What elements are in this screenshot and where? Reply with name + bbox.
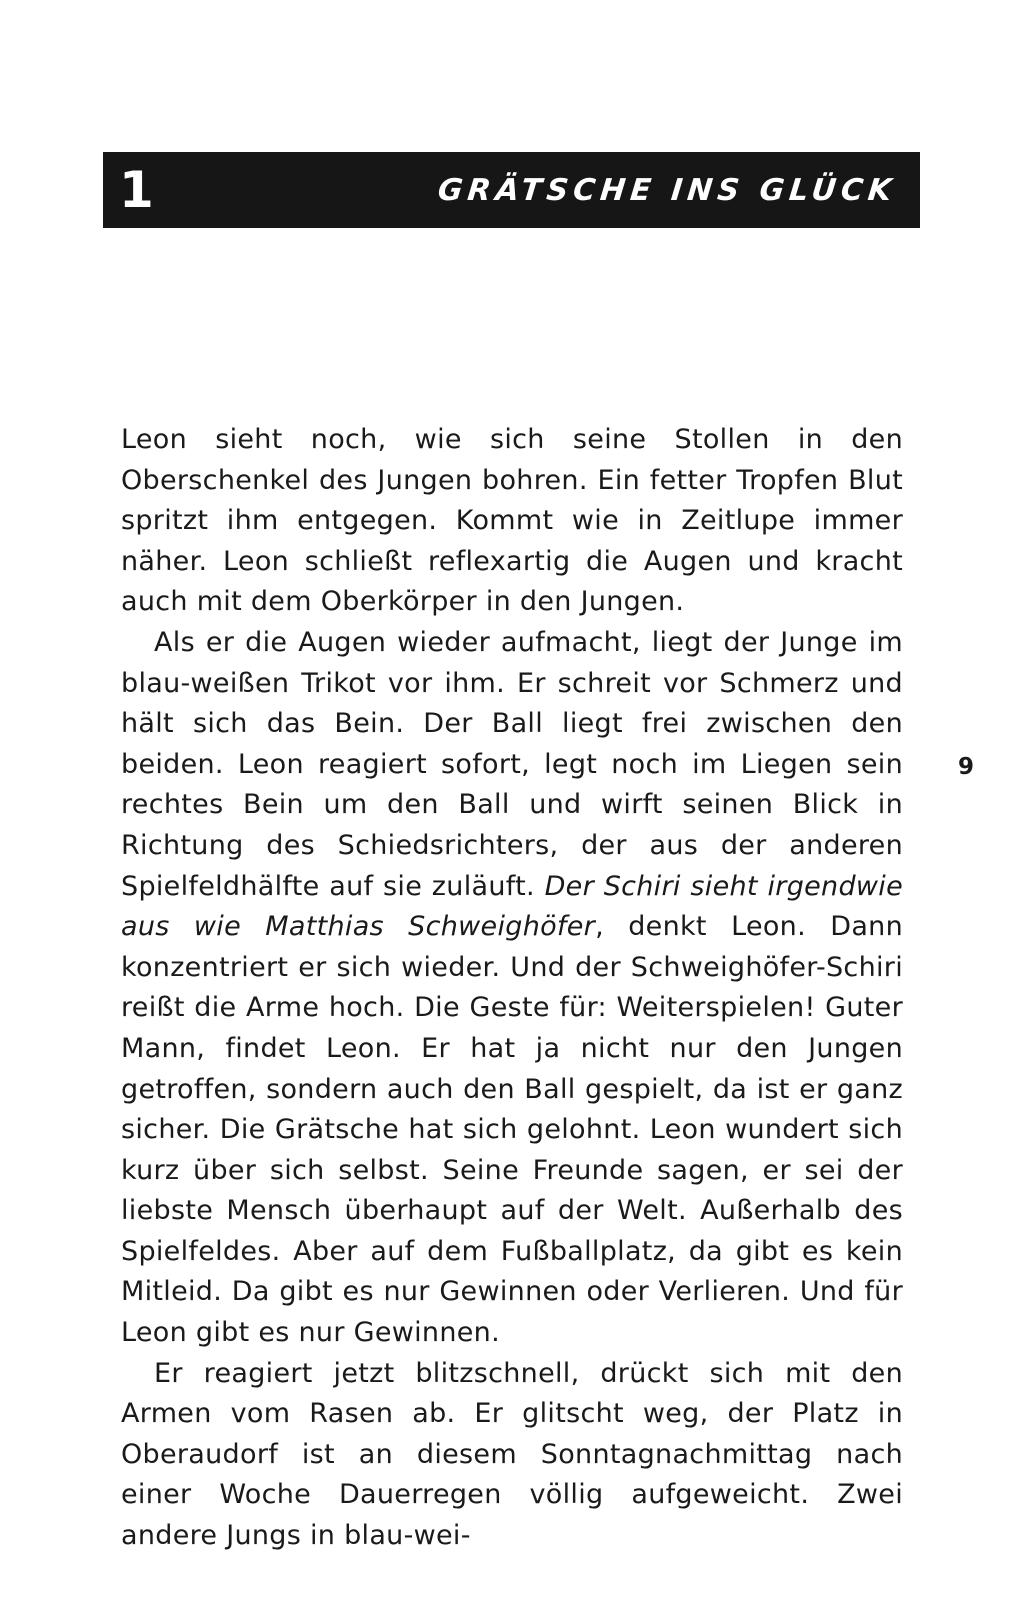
paragraph-2-part-1: Als er die Augen wieder aufmacht, liegt der Junge im blau-weißen Trikot vor ihm. Er schreit vor Schmerz und hält sich das Bein. Der Ball liegt frei zwischen den beiden. Leon reagiert sofort, legt noch im Liegen sein rechtes Bein um den Ball und wirft seinen Blick in Richtung des Schiedsrichters, der aus der anderen Spielfeldhälfte auf sie zuläuft. bbox=[121, 626, 903, 902]
chapter-number: 1 bbox=[119, 161, 154, 219]
paragraph-2-part-2: , denkt Leon. Dann konzentriert er sich wieder. Und der Schweighöfer-Schiri reißt die Arme hoch. Die Geste für: Weiterspielen! Guter Mann, findet Leon. Er hat ja nicht nur den Jungen getroffen, sondern auch den Ball gespielt, da ist er ganz sicher. Die Grätsche hat sich gelohnt. Leon wundert sich kurz über sich selbst. Seine Freunde sagen, er sei der liebste Mensch überhaupt auf der Welt. Außerhalb des Spielfeldes. Aber auf dem Fußballplatz, da gibt es kein Mitleid. Da gibt es nur Gewinnen oder Verlieren. Und für Leon gibt es nur Gewinnen. bbox=[121, 911, 903, 1349]
paragraph-2 bbox=[121, 623, 903, 1354]
paragraph-1: Leon sieht noch, wie sich seine Stollen in den Oberschenkel des Jungen bohren. Ein fetter Tropfen Blut spritzt ihm entgegen. Kommt wie in Zeitlupe immer näher. Leon schließt reflexartig die Augen und kracht auch mit dem Oberkörper in den Jungen. bbox=[121, 424, 903, 618]
body-text bbox=[121, 420, 903, 1557]
paragraph-2-italic-thought: Der Schiri sieht irgendwie aus wie Matthias Schweighöfer bbox=[121, 870, 903, 943]
paragraph-3: Er reagiert jetzt blitzschnell, drückt sich mit den Armen vom Rasen ab. Er glitscht weg, der Platz in Oberaudorf ist an diesem Sonntagnachmittag nach einer Woche Dauerregen völlig aufgeweicht. Zwei andere Jungs in blau-wei- bbox=[121, 1357, 903, 1552]
page-number: 9 bbox=[958, 754, 975, 780]
chapter-header bbox=[103, 152, 920, 228]
chapter-title: GRÄTSCHE INS GLÜCK bbox=[435, 173, 898, 208]
